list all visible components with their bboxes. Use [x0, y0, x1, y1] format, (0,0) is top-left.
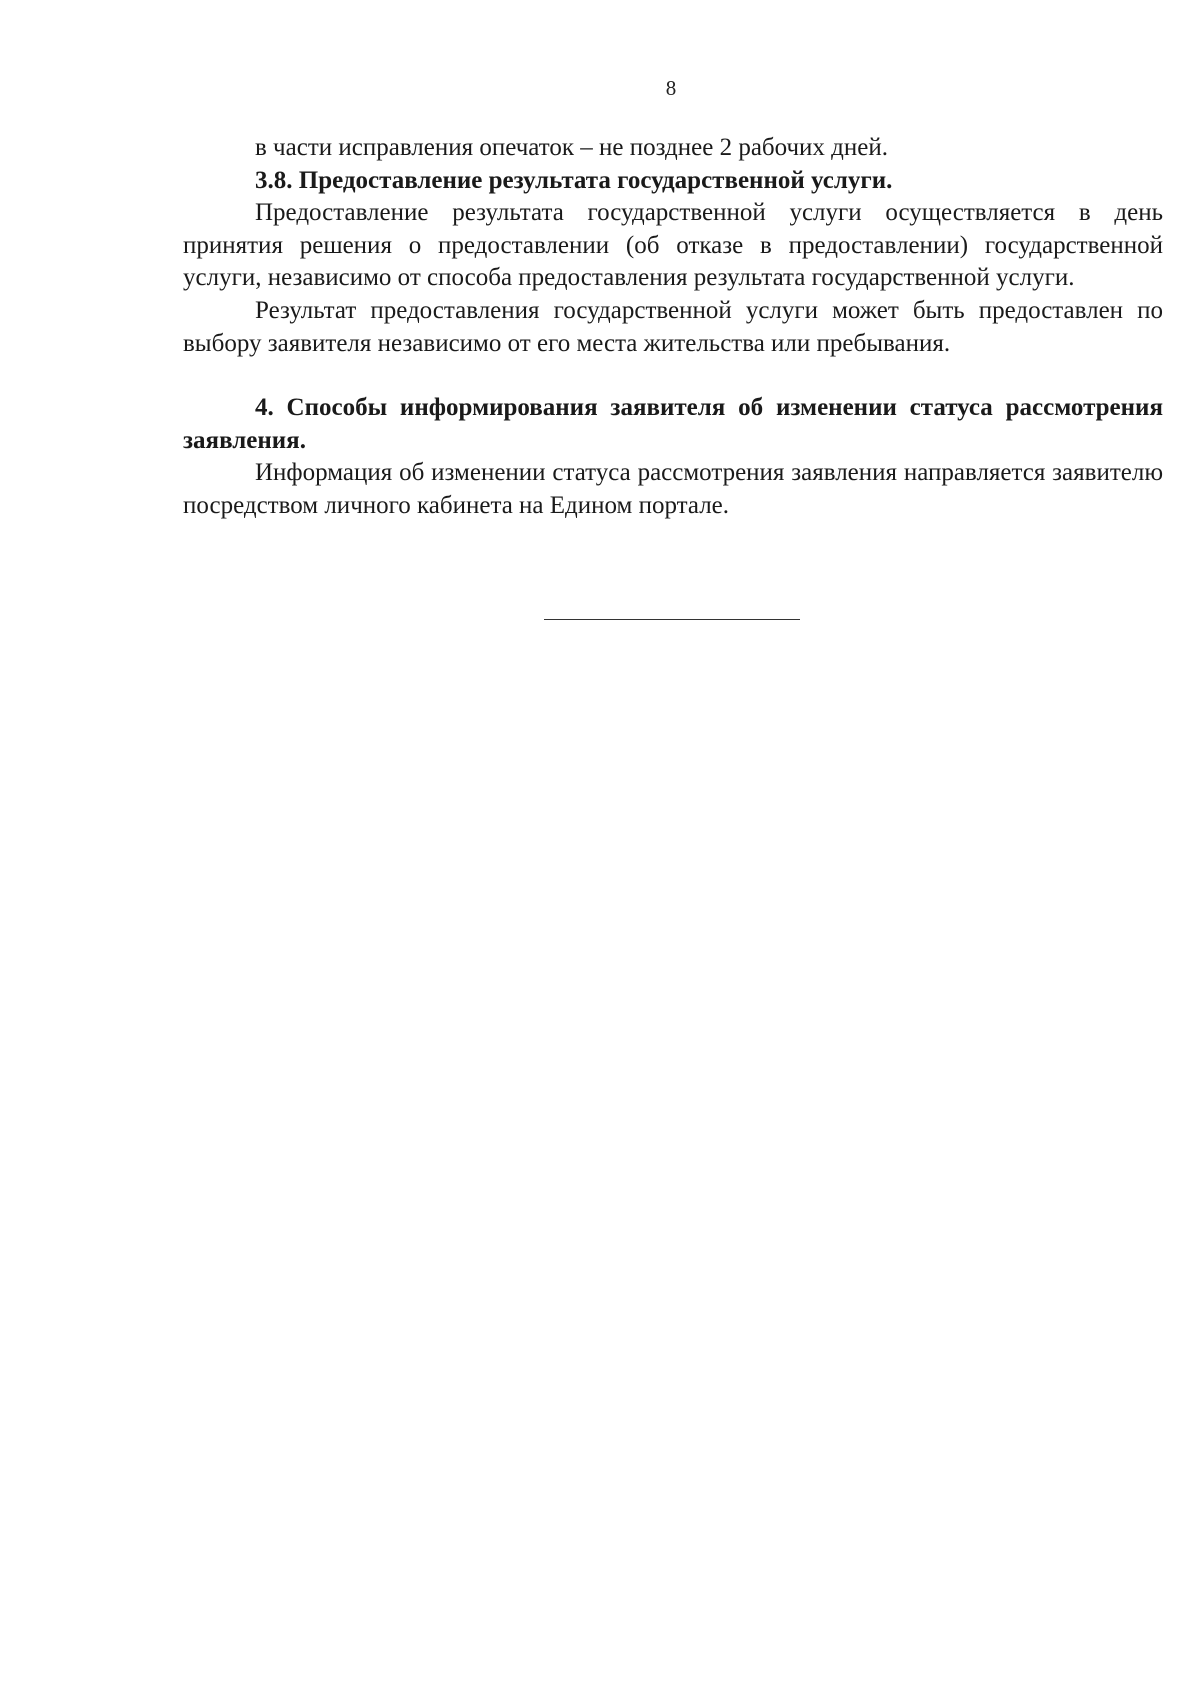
section-4-heading: 4. Способы информирования заявителя об изменении статуса рассмотрения заявления. [183, 394, 1163, 454]
section-spacer [183, 360, 1163, 392]
section-3-8-paragraph-2: Результат предоставления государственной услуги может быть предоставлен по выбору заявителя независимо от его места жительства или пребывания. [183, 296, 1163, 357]
document-body [183, 132, 1163, 523]
section-4-paragraph-1: Информация об изменении статуса рассмотрения заявления направляется заявителю посредством личного кабинета на Едином портале. [183, 459, 1163, 519]
continuation-line: в части исправления опечаток – не позднее 2 рабочих дней. [255, 134, 889, 161]
end-of-document-rule [544, 619, 800, 620]
page-number: 8 [665, 76, 677, 100]
section-3-8-paragraph-1: Предоставление результата государственной услуги осуществляется в день принятия решения о предоставлении (об отказе в предоставлении) государственной услуги, независимо от способа предоставления результата государственной услуги. [183, 199, 1163, 292]
section-3-8-heading: 3.8. Предоставление результата государственной услуги. [255, 166, 893, 194]
